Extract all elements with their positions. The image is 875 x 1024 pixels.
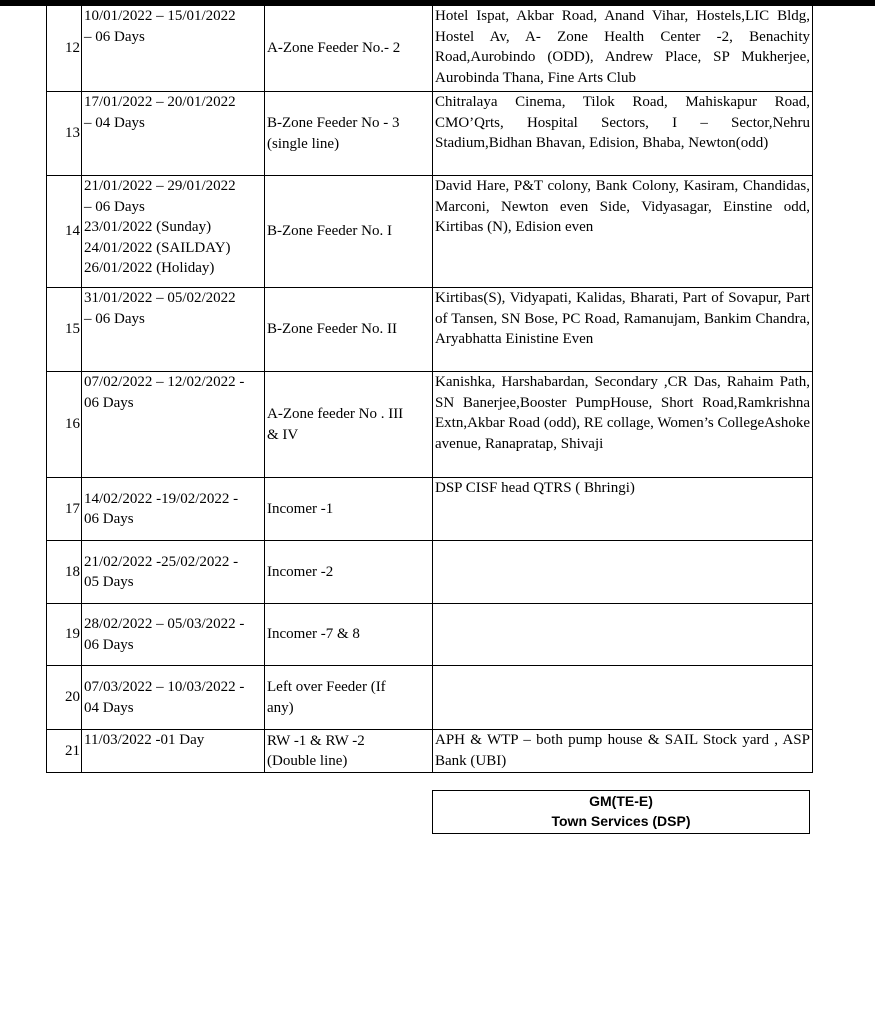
date-line: 07/03/2022 – 10/03/2022 - bbox=[84, 679, 245, 695]
feeder-cell bbox=[265, 6, 433, 92]
feeder-line: Incomer -7 & 8 bbox=[267, 626, 360, 643]
serial-number: 21 bbox=[47, 730, 82, 773]
date-range-cell bbox=[82, 604, 265, 666]
date-range-cell bbox=[82, 288, 265, 372]
feeder-line: A-Zone feeder No . III bbox=[267, 406, 404, 422]
table-row bbox=[47, 288, 813, 372]
date-line: 28/02/2022 – 05/03/2022 - bbox=[84, 616, 245, 632]
areas-cell bbox=[433, 666, 813, 730]
table-row bbox=[47, 6, 813, 92]
signature-department: Town Services (DSP) bbox=[551, 813, 691, 829]
feeder-cell bbox=[265, 541, 433, 604]
feeder-cell bbox=[265, 666, 433, 730]
feeder-line: & IV bbox=[267, 426, 299, 443]
feeder-line: (Double line) bbox=[267, 753, 348, 769]
date-line: 11/03/2022 -01 Day bbox=[84, 732, 205, 748]
feeder-line: B-Zone Feeder No - 3 bbox=[267, 115, 400, 131]
areas-cell bbox=[433, 541, 813, 604]
feeder-cell bbox=[265, 176, 433, 288]
date-line: 31/01/2022 – 05/02/2022 bbox=[84, 290, 236, 306]
table-row bbox=[47, 666, 813, 730]
shutdown-schedule-table bbox=[46, 5, 813, 773]
feeder-line: B-Zone Feeder No. II bbox=[267, 321, 397, 338]
date-line: 14/02/2022 -19/02/2022 - bbox=[84, 490, 239, 507]
areas-cell: Kirtibas(S), Vidyapati, Kalidas, Bharati, Part of Sovapur, Part of Tansen, SN Bose, PC Road, Ramanujam, Bankim Chandra, Aryabhatta Einistine Even bbox=[433, 288, 813, 372]
date-line: 21/01/2022 – 29/01/2022 bbox=[84, 178, 236, 194]
date-line: 17/01/2022 – 20/01/2022 bbox=[84, 94, 236, 110]
date-range-cell bbox=[82, 92, 265, 176]
signature-block bbox=[432, 790, 810, 834]
date-line: 21/02/2022 -25/02/2022 - bbox=[84, 553, 239, 570]
date-line: 04 Days bbox=[84, 699, 134, 716]
date-line: 06 Days bbox=[84, 511, 134, 527]
feeder-line: Incomer -1 bbox=[267, 500, 334, 517]
table-row bbox=[47, 541, 813, 604]
date-range-cell bbox=[82, 541, 265, 604]
date-line: – 06 Days bbox=[84, 310, 145, 327]
areas-cell: DSP CISF head QTRS ( Bhringi) bbox=[433, 478, 813, 541]
date-line: 10/01/2022 – 15/01/2022 bbox=[84, 8, 236, 24]
areas-cell: Chitralaya Cinema, Tilok Road, Mahiskapur Road, CMO’Qrts, Hospital Sectors, I – Sector,Nehru Stadium,Bidhan Bhavan, Edision, Bhaba, Newton(odd) bbox=[433, 92, 813, 176]
feeder-cell bbox=[265, 372, 433, 478]
date-line: 06 Days bbox=[84, 636, 134, 653]
date-range-cell bbox=[82, 6, 265, 92]
serial-number: 15 bbox=[47, 288, 82, 372]
date-line: – 06 Days bbox=[84, 28, 145, 45]
serial-number: 20 bbox=[47, 666, 82, 730]
feeder-line: RW -1 & RW -2 bbox=[267, 732, 365, 749]
table-row bbox=[47, 730, 813, 773]
table-row bbox=[47, 92, 813, 176]
feeder-cell bbox=[265, 478, 433, 541]
serial-number: 16 bbox=[47, 372, 82, 478]
serial-number: 14 bbox=[47, 176, 82, 288]
table-row bbox=[47, 176, 813, 288]
feeder-line: A-Zone Feeder No.- 2 bbox=[267, 40, 401, 57]
feeder-cell bbox=[265, 604, 433, 666]
date-range-cell bbox=[82, 372, 265, 478]
date-line: 26/01/2022 (Holiday) bbox=[84, 260, 215, 276]
date-range-cell bbox=[82, 176, 265, 288]
date-line: – 04 Days bbox=[84, 114, 145, 131]
areas-cell: David Hare, P&T colony, Bank Colony, Kasiram, Chandidas, Marconi, Newton even Side, Vidyasagar, Einstine odd, Kirtibas (N), Edision even bbox=[433, 176, 813, 288]
date-line: 07/02/2022 – 12/02/2022 - bbox=[84, 374, 245, 390]
date-line: 23/01/2022 (Sunday) bbox=[84, 219, 212, 235]
date-range-cell bbox=[82, 730, 265, 773]
serial-number: 19 bbox=[47, 604, 82, 666]
serial-number: 18 bbox=[47, 541, 82, 604]
areas-cell bbox=[433, 604, 813, 666]
date-line: 06 Days bbox=[84, 394, 134, 411]
table-row bbox=[47, 478, 813, 541]
signature-designation: GM(TE-E) bbox=[589, 793, 653, 809]
feeder-line: any) bbox=[267, 699, 294, 716]
feeder-cell bbox=[265, 92, 433, 176]
date-range-cell bbox=[82, 666, 265, 730]
serial-number: 17 bbox=[47, 478, 82, 541]
serial-number: 12 bbox=[47, 6, 82, 92]
areas-cell: Kanishka, Harshabardan, Secondary ,CR Das, Rahaim Path, SN Banerjee,Booster PumpHouse, Short Road,Ramkrishna Extn,Akbar Road (odd), RE collage, Women’s CollegeAshoke avenue, Ranapratap, Shivaji bbox=[433, 372, 813, 478]
feeder-line: Incomer -2 bbox=[267, 563, 334, 580]
table-row bbox=[47, 604, 813, 666]
serial-number: 13 bbox=[47, 92, 82, 176]
feeder-cell bbox=[265, 288, 433, 372]
date-line: 05 Days bbox=[84, 574, 134, 590]
feeder-cell bbox=[265, 730, 433, 773]
areas-cell: Hotel Ispat, Akbar Road, Anand Vihar, Hostels,LIC Bldg, Hostel Av, A- Zone Health Center -2, Benachity Road,Aurobindo (ODD), Andrew Place, SP Mukherjee, Aurobinda Thana, Fine Arts Club bbox=[433, 6, 813, 92]
feeder-line: (single line) bbox=[267, 135, 340, 152]
table-row bbox=[47, 372, 813, 478]
feeder-line: Left over Feeder (If bbox=[267, 679, 386, 695]
feeder-line: B-Zone Feeder No. I bbox=[267, 223, 392, 240]
areas-cell: APH & WTP – both pump house & SAIL Stock yard , ASP Bank (UBI) bbox=[433, 730, 813, 773]
date-range-cell bbox=[82, 478, 265, 541]
date-line: – 06 Days bbox=[84, 198, 145, 215]
date-line: 24/01/2022 (SAILDAY) bbox=[84, 239, 231, 256]
